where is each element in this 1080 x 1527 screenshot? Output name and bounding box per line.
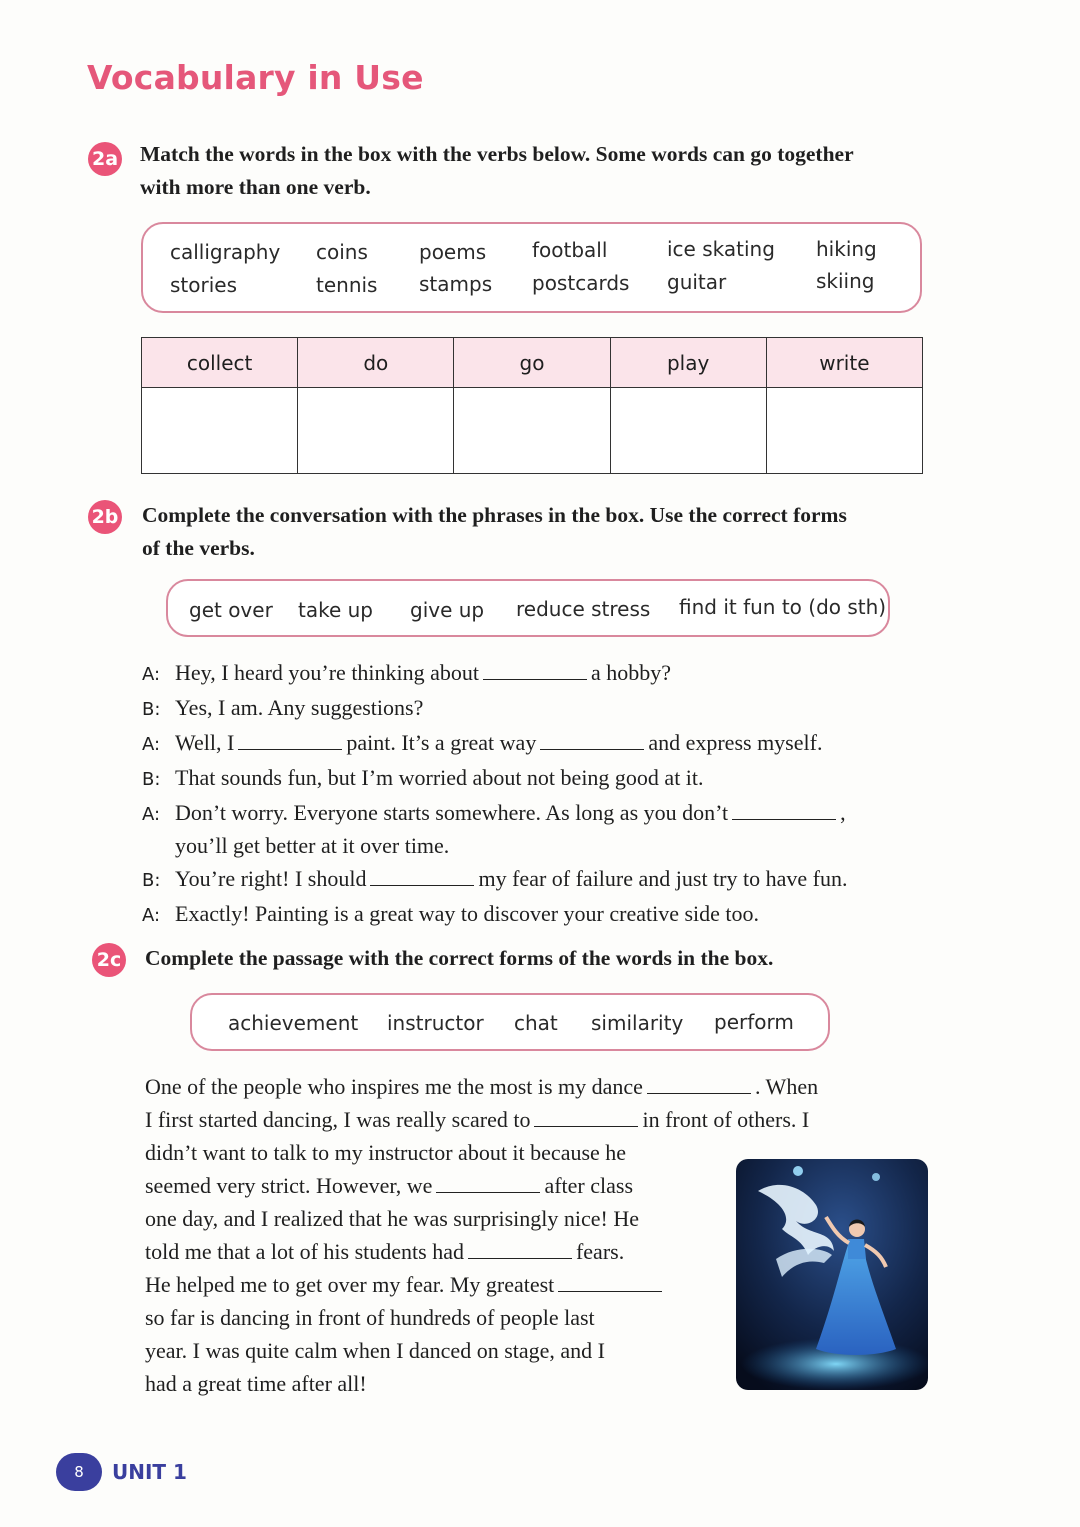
speaker-label: A: (142, 804, 161, 825)
line-text: , (840, 800, 846, 825)
phrase-item: take up (298, 598, 373, 622)
instruction-2a-line1: Match the words in the box with the verbs below. Some words can go together (140, 142, 854, 166)
phrase-item: get over (189, 598, 273, 622)
word-box-2a (141, 222, 922, 313)
header-go: go (454, 338, 610, 388)
line-text: Yes, I am. Any suggestions? (175, 695, 424, 720)
passage-text: in front of others. I (642, 1107, 810, 1132)
dancer-photo (736, 1159, 928, 1390)
word-item: chat (514, 1011, 558, 1035)
conversation (142, 656, 942, 932)
line-text: Exactly! Painting is a great way to discover your creative side too. (175, 901, 760, 926)
answer-blank[interactable] (238, 730, 342, 750)
word-item: tennis (316, 273, 378, 297)
verb-table (141, 337, 923, 474)
passage-text: after class (544, 1173, 634, 1198)
page-title: Vocabulary in Use (87, 58, 424, 97)
conversation-line (142, 656, 942, 691)
passage-text: I first started dancing, I was really scared to (145, 1107, 531, 1132)
word-item: stamps (419, 272, 493, 296)
line-text: Don’t worry. Everyone starts somewhere. As long as you don’t (175, 800, 729, 825)
answer-blank[interactable] (483, 660, 587, 680)
word-item: similarity (591, 1011, 684, 1035)
verb-table-answer-row (142, 388, 923, 474)
instruction-2a (140, 138, 940, 204)
header-collect: collect (142, 338, 298, 388)
conversation-line (142, 761, 942, 796)
section-badge-2b: 2b (88, 500, 122, 534)
passage-line: year. I was quite calm when I danced on stage, and I (145, 1338, 605, 1363)
instruction-2b (142, 499, 942, 565)
line-text: and express myself. (648, 730, 823, 755)
word-item: football (532, 238, 608, 262)
word-item: achievement (228, 1011, 359, 1035)
word-item: calligraphy (170, 240, 281, 264)
line-text: Hey, I heard you’re thinking about (175, 660, 480, 685)
conversation-line (142, 862, 942, 897)
answer-cell-go[interactable] (454, 388, 610, 474)
dancer-illustration (736, 1159, 928, 1390)
word-item: ice skating (667, 237, 775, 261)
line-text: paint. It’s a great way (346, 730, 537, 755)
line-text: a hobby? (591, 660, 672, 685)
page-number: 8 (56, 1453, 102, 1491)
passage-line: didn’t want to talk to my instructor about it because he (145, 1140, 627, 1165)
passage-text: One of the people who inspires me the most is my dance (145, 1074, 643, 1099)
conversation-line (142, 691, 942, 726)
instruction-2c: Complete the passage with the correct forms of the words in the box. (145, 946, 774, 970)
header-write: write (766, 338, 922, 388)
answer-cell-play[interactable] (610, 388, 766, 474)
speaker-label: B: (142, 699, 161, 720)
answer-blank[interactable] (540, 730, 644, 750)
speaker-label: A: (142, 734, 161, 755)
word-item: stories (170, 273, 238, 297)
word-box-2c (190, 993, 830, 1051)
passage-text: He helped me to get over my fear. My greatest (145, 1272, 555, 1297)
passage-line: so far is dancing in front of hundreds of people last (145, 1305, 595, 1330)
conversation-line (142, 796, 942, 862)
answer-blank[interactable] (468, 1239, 572, 1259)
word-item: perform (714, 1010, 794, 1034)
line-text: That sounds fun, but I’m worried about not being good at it. (175, 765, 704, 790)
answer-cell-do[interactable] (298, 388, 454, 474)
line-text: You’re right! I should (175, 866, 367, 891)
unit-label: UNIT 1 (112, 1460, 187, 1484)
answer-blank[interactable] (732, 800, 836, 820)
answer-blank[interactable] (558, 1272, 662, 1292)
passage-line: one day, and I realized that he was surprisingly nice! He (145, 1206, 640, 1231)
phrase-item: reduce stress (516, 597, 651, 621)
answer-blank[interactable] (370, 866, 474, 886)
conversation-line (142, 726, 942, 761)
instruction-2b-line2: of the verbs. (142, 536, 255, 560)
word-item: guitar (667, 270, 727, 294)
phrase-item: find it fun to (do sth) (679, 595, 887, 619)
phrase-box-2b (166, 579, 890, 637)
passage-text: seemed very strict. However, we (145, 1173, 433, 1198)
speaker-label: A: (142, 664, 161, 685)
phrase-item: give up (410, 598, 485, 622)
answer-cell-write[interactable] (766, 388, 922, 474)
word-item: coins (316, 240, 368, 264)
line-text: my fear of failure and just try to have fun. (478, 866, 848, 891)
speaker-label: B: (142, 769, 161, 790)
instruction-2b-line1: Complete the conversation with the phrases in the box. Use the correct forms (142, 503, 847, 527)
speaker-label: A: (142, 905, 161, 926)
header-play: play (610, 338, 766, 388)
passage-line (145, 1070, 935, 1103)
passage-line: had a great time after all! (145, 1371, 367, 1396)
passage-line (145, 1103, 935, 1136)
answer-blank[interactable] (436, 1173, 540, 1193)
word-item: skiing (816, 269, 875, 293)
verb-table-header-row (142, 338, 923, 388)
header-do: do (298, 338, 454, 388)
instruction-2a-line2: with more than one verb. (140, 175, 371, 199)
answer-cell-collect[interactable] (142, 388, 298, 474)
word-item: poems (419, 240, 487, 264)
word-item: hiking (816, 237, 877, 261)
section-badge-2c: 2c (92, 943, 126, 977)
answer-blank[interactable] (534, 1107, 638, 1127)
word-item: postcards (532, 271, 630, 295)
line-text: Well, I (175, 730, 235, 755)
answer-blank[interactable] (647, 1074, 751, 1094)
speaker-label: B: (142, 870, 161, 891)
line-text: you’ll get better at it over time. (175, 833, 450, 858)
passage-text: fears. (575, 1239, 625, 1264)
word-item: instructor (387, 1011, 484, 1035)
conversation-line (142, 897, 942, 932)
section-badge-2a: 2a (88, 142, 122, 176)
passage-text: told me that a lot of his students had (145, 1239, 464, 1264)
passage-text: . When (754, 1074, 819, 1099)
